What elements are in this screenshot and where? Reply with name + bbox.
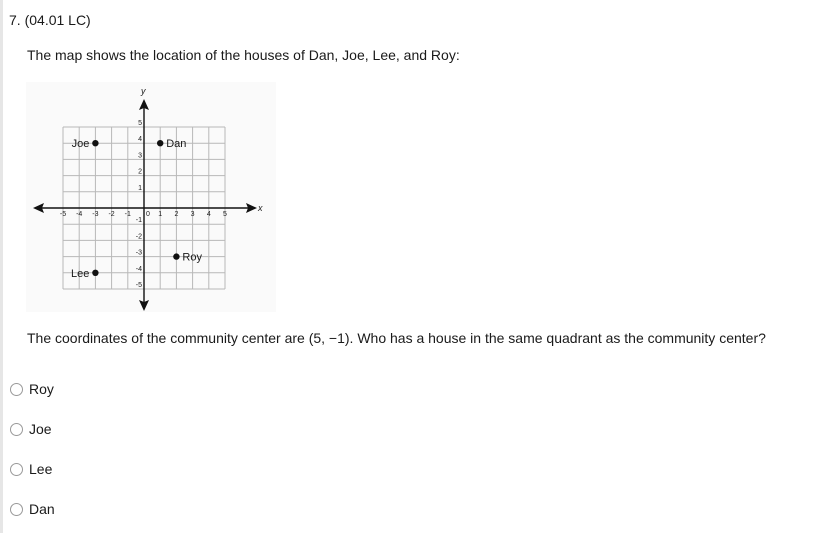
choice-roy[interactable]	[10, 379, 54, 399]
x-tick-label: 5	[223, 211, 227, 218]
radio-icon[interactable]	[10, 463, 23, 476]
choice-label: Joe	[29, 421, 52, 437]
x-tick-label: -3	[92, 211, 99, 218]
choice-dan[interactable]	[10, 499, 55, 519]
y-tick-label: -5	[135, 282, 142, 289]
point-dan	[157, 140, 163, 146]
y-tick-label: -3	[135, 249, 142, 257]
choice-label: Lee	[29, 461, 53, 477]
choice-label: Dan	[29, 501, 55, 517]
x-tick-label: 2	[174, 211, 179, 218]
x-tick-label: -4	[76, 211, 83, 218]
point-lee	[92, 270, 98, 276]
y-tick-label: 3	[138, 152, 142, 160]
radio-icon[interactable]	[10, 383, 23, 396]
y-tick-label: 4	[138, 136, 142, 144]
y-tick-label: 1	[138, 184, 142, 192]
point-label-roy: Roy	[182, 251, 202, 264]
y-tick-label: -2	[135, 233, 142, 241]
y-tick-label: 2	[138, 168, 142, 176]
y-tick-label: -4	[135, 265, 142, 273]
point-label-joe: Joe	[71, 138, 90, 151]
x-tick-label: 1	[158, 211, 163, 218]
point-label-dan: Dan	[166, 138, 187, 151]
y-tick-label: 5	[138, 120, 142, 127]
radio-icon[interactable]	[10, 423, 23, 436]
question-text: The coordinates of the community center are (5, −1). Who has a house in the same quadrant as the community center?	[27, 330, 766, 346]
x-tick-label: 3	[190, 211, 195, 218]
choice-label: Roy	[29, 381, 54, 397]
question-number: 7.	[9, 12, 21, 28]
x-tick-label: -5	[59, 211, 67, 218]
question-prompt: The map shows the location of the houses of Dan, Joe, Lee, and Roy:	[27, 47, 460, 63]
x-axis-label: x	[258, 203, 263, 213]
question-code: (04.01 LC)	[24, 12, 91, 28]
point-roy	[173, 253, 179, 259]
question-header	[9, 12, 91, 28]
x-tick-label: 4	[206, 211, 211, 218]
y-axis-label: y	[141, 86, 146, 96]
y-tick-label: -1	[135, 217, 142, 225]
point-label-lee: Lee	[71, 267, 90, 280]
x-tick-label: -2	[108, 211, 115, 218]
x-tick-label: -1	[124, 211, 131, 218]
left-edge-bar	[0, 0, 3, 533]
x-tick-label: 0	[146, 211, 150, 218]
point-joe	[92, 140, 98, 146]
radio-icon[interactable]	[10, 503, 23, 516]
choice-joe[interactable]	[10, 419, 52, 439]
choice-lee[interactable]	[10, 459, 52, 479]
coordinate-plane-graph	[26, 82, 276, 312]
